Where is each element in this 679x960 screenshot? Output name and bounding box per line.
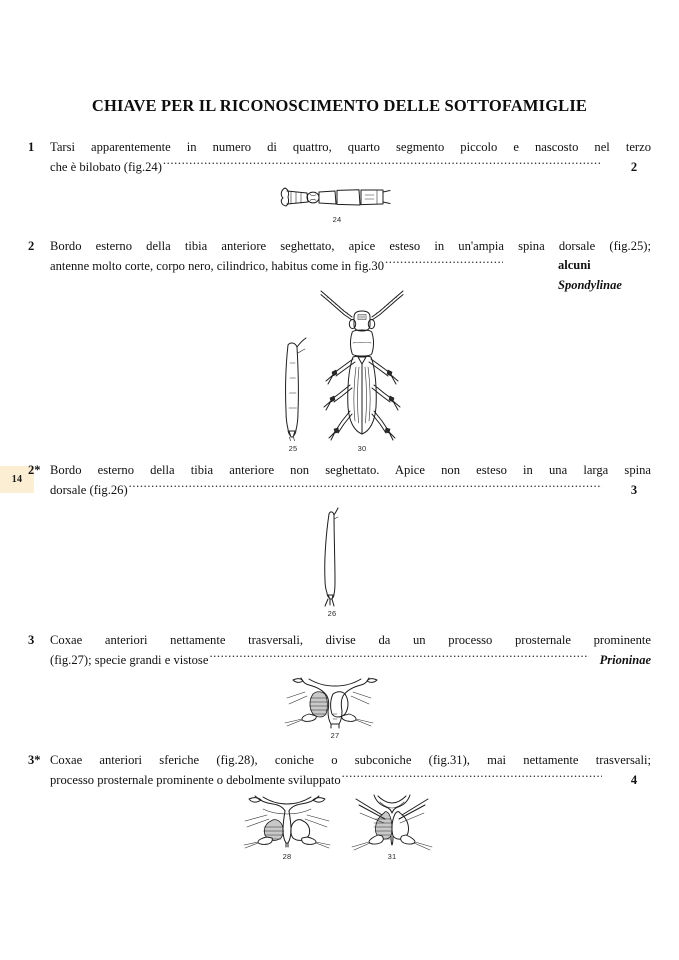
key-entry-3-body — [50, 631, 651, 670]
spherical-coxae-drawing — [243, 793, 331, 851]
key-entry-1-body — [50, 138, 651, 177]
leader-dots — [342, 771, 602, 784]
key-entry-2-line1: Bordo esterno della tibia anteriore seghettato, apice esteso in un'ampia spina dorsale (fig.25); — [50, 239, 651, 253]
key-entry-3 — [28, 631, 651, 670]
smooth-foretibia-drawing — [312, 506, 352, 608]
figure-27-caption: 27 — [330, 731, 340, 740]
key-entry-2-star-line2: dorsale (fig.26) — [50, 482, 128, 497]
key-entry-2-star-number: 2* — [28, 463, 41, 477]
leader-dots — [129, 481, 602, 494]
figure-26 — [312, 506, 352, 618]
figure-28 — [243, 793, 331, 861]
figure-31-caption: 31 — [387, 852, 397, 861]
figure-24 — [277, 178, 397, 224]
beetle-dorsal-habitus-drawing — [316, 287, 408, 443]
transverse-coxae-drawing — [283, 676, 387, 730]
conical-coxae-drawing — [348, 793, 436, 851]
key-entry-2-star-body — [50, 461, 651, 500]
key-entry-2-result-qualifier: alcuni — [558, 258, 591, 272]
leader-dots — [209, 651, 588, 664]
figure-25 — [275, 333, 311, 453]
figure-30-caption: 30 — [357, 444, 367, 453]
figure-30 — [316, 287, 408, 453]
key-entry-1 — [28, 138, 651, 177]
key-entry-3-line2: (fig.27); specie grandi e vistose — [50, 652, 209, 667]
leader-dots — [163, 158, 602, 171]
figure-25-caption: 25 — [288, 444, 298, 453]
key-entry-2-result-taxon: Spondylinae — [558, 277, 622, 292]
key-entry-2-star-result: 3 — [630, 482, 638, 497]
page-title: CHIAVE PER IL RICONOSCIMENTO DELLE SOTTOFAMIGLIE — [91, 96, 588, 115]
key-entry-1-line2: che è bilobato (fig.24) — [50, 159, 162, 174]
page-number-label: 14 — [11, 474, 23, 485]
key-entry-2-star — [28, 461, 651, 500]
key-entry-2-star-line1: Bordo esterno della tibia anteriore non seghettato. Apice non esteso in una larga spina — [50, 463, 651, 477]
key-entry-3-star-line2: processo prosternale prominente o debolmente sviluppato — [50, 772, 341, 787]
key-entry-3-result: Prioninae — [599, 652, 651, 667]
figure-28-caption: 28 — [282, 852, 292, 861]
figure-26-caption: 26 — [327, 609, 337, 618]
tarsus-drawing — [277, 178, 397, 214]
figure-27 — [283, 676, 387, 740]
serrate-foretibia-drawing — [275, 333, 311, 443]
key-entry-3-number: 3 — [28, 633, 35, 647]
key-entry-3-star-body — [50, 751, 651, 790]
key-entry-3-star — [28, 751, 651, 790]
key-entry-1-number: 1 — [28, 140, 35, 154]
key-entry-1-result: 2 — [630, 159, 638, 174]
key-entry-2-line2: antenne molto corte, corpo nero, cilindrico, habitus come in fig.30 — [50, 258, 384, 273]
leader-dots — [385, 257, 503, 270]
key-entry-3-star-line1: Coxae anteriori sferiche (fig.28), coniche o subconiche (fig.31), mai nettamente trasversali; — [50, 753, 651, 767]
figure-24-caption: 24 — [332, 215, 342, 224]
key-entry-2-result — [558, 256, 622, 295]
key-entry-3-line1: Coxae anteriori nettamente trasversali, divise da un processo prosternale prominente — [50, 633, 651, 647]
figure-31 — [348, 793, 436, 861]
key-entry-3-star-result: 4 — [630, 772, 638, 787]
key-entry-2-number: 2 — [28, 239, 35, 253]
key-entry-1-line1: Tarsi apparentemente in numero di quattro, quarto segmento piccolo e nascosto nel terzo — [50, 140, 651, 154]
key-entry-3-star-number: 3* — [28, 753, 41, 767]
